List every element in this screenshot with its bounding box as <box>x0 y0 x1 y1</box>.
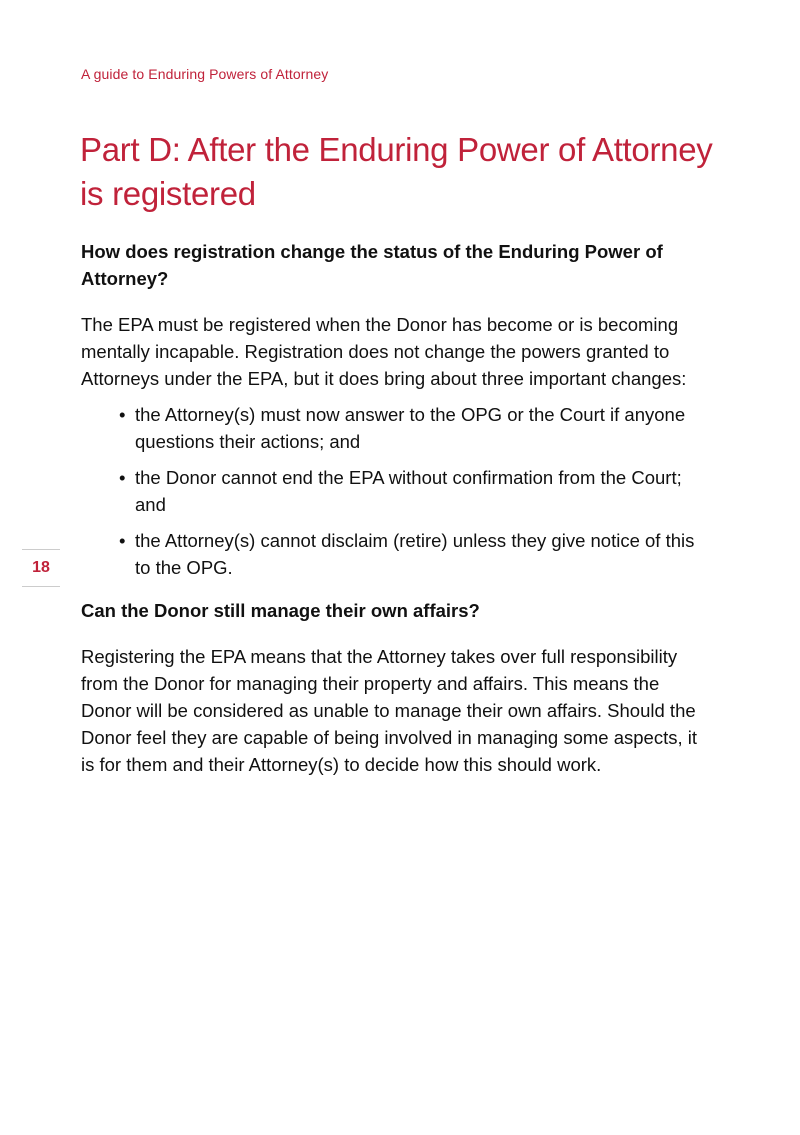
bullet-item <box>119 464 711 518</box>
bullet-marker: • <box>119 530 126 551</box>
section-heading-registration-status: How does registration change the status of the Enduring Power of Attorney? <box>81 241 663 289</box>
running-header: A guide to Enduring Powers of Attorney <box>81 66 329 82</box>
bullet-marker: • <box>119 404 126 425</box>
bullet-item <box>119 401 711 455</box>
bullet-text: the Attorney(s) cannot disclaim (retire) unless they give notice of this to the OPG. <box>135 530 695 578</box>
page-number: 18 <box>22 549 60 587</box>
page-title: Part D: After the Enduring Power of Attorney is registered <box>80 131 713 212</box>
section-paragraph-registration-status: The EPA must be registered when the Donor has become or is becoming mentally incapable. Registration does not change the powers granted to Attorneys under the EPA, but it does bring about three important changes: <box>81 314 687 389</box>
bullet-text: the Donor cannot end the EPA without confirmation from the Court; and <box>135 467 682 515</box>
bullet-marker: • <box>119 467 126 488</box>
bullet-list-changes <box>81 401 711 581</box>
bullet-item <box>119 527 711 581</box>
bullet-text: the Attorney(s) must now answer to the OPG or the Court if anyone questions their actions; and <box>135 404 686 452</box>
page-content <box>81 238 711 778</box>
section-heading-donor-affairs: Can the Donor still manage their own affairs? <box>81 600 480 621</box>
section-paragraph-donor-affairs: Registering the EPA means that the Attorney takes over full responsibility from the Donor for managing their property and affairs. This means the Donor will be considered as unable to manage their own affairs. Should the Donor feel they are capable of being involved in managing some aspects, it is for them and their Attorney(s) to decide how this should work. <box>81 646 698 775</box>
